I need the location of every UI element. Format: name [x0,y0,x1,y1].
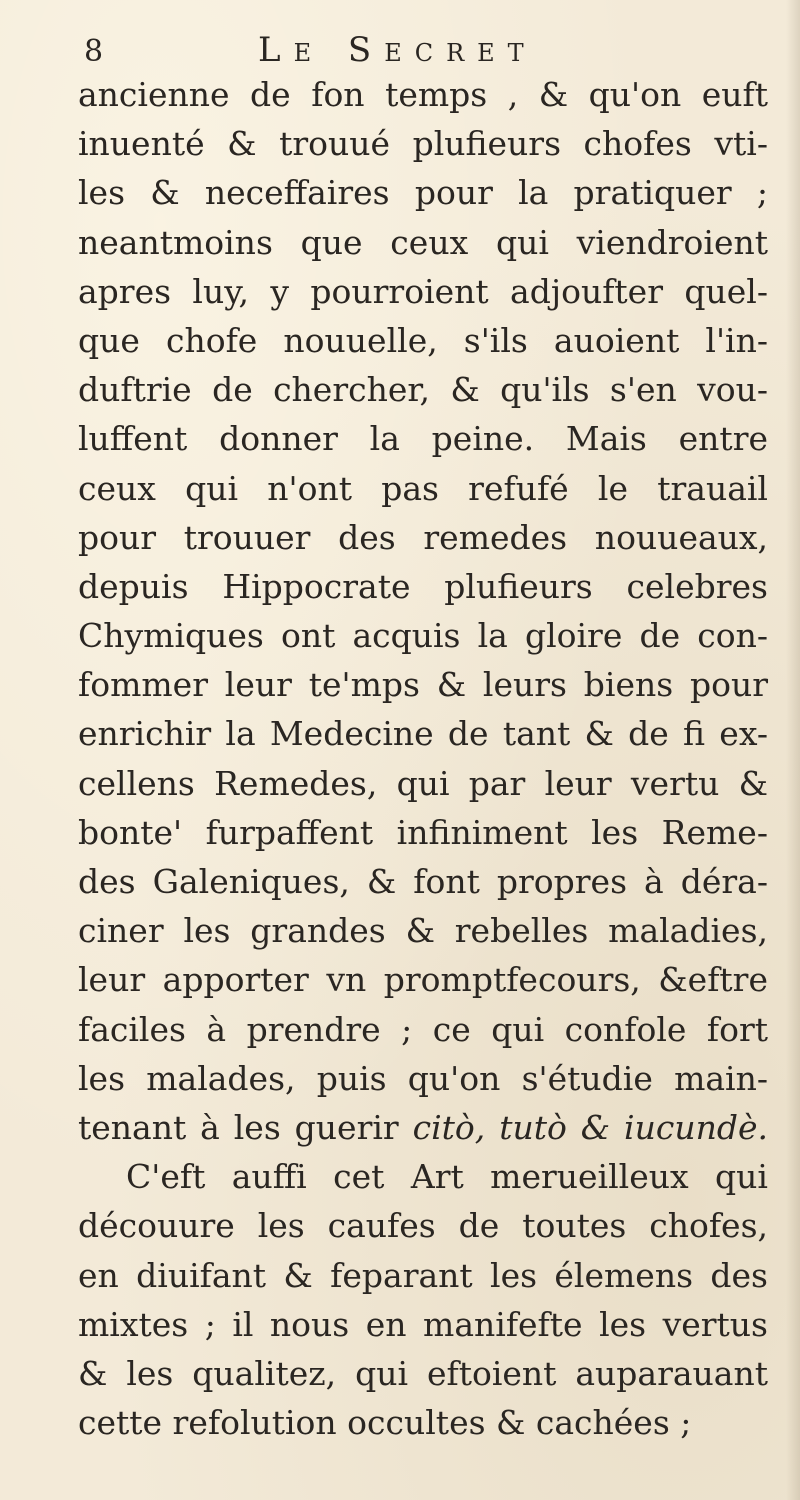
text-line: Chymiques ont acquis la gloire de con- [78,616,768,656]
italic-phrase: citò, tutò & iucundè. [412,1107,768,1147]
text-line: enrichir la Medecine de tant & de fi ex- [78,714,768,754]
text-line: fommer leur te'mps & leurs biens pour [78,665,768,705]
page-edge-shadow [786,0,800,1500]
text-line: des Galeniques, & font propres à déra- [78,862,768,901]
text-line: les & neceffaires pour la pratiquer ; [78,173,768,213]
text-line: leur apporter vn promptfecours, &eftre [78,960,768,1000]
text-line: que chofe nouuelle, s'ils auoient l'in- [78,320,768,360]
text-line: découure les caufes de toutes chofes, [78,1206,768,1246]
text-line: cette refolution occultes & cachées ; [78,1403,692,1443]
text-line: ciner les grandes & rebelles maladies, [78,911,768,951]
running-head: Le Secret [258,30,537,70]
text-line: faciles à prendre ; ce qui confole fort [78,1009,768,1049]
page-header [78,28,718,72]
text-line: apres luy, y pourroient adjoufter quel- [78,271,768,311]
page-number: 8 [84,34,104,69]
paragraph-start-line: C'eft auffi cet Art merueilleux qui [126,1157,768,1197]
text-line: duftrie de chercher, & qu'ils s'en vou- [78,370,768,410]
text-line: bonte' furpaffent infiniment les Reme- [78,812,768,852]
text-line: depuis Hippocrate plufieurs celebres [78,566,768,606]
text-line: ancienne de fon temps , & qu'on euft [78,75,768,114]
text-line-start: tenant à les guerir [78,1107,399,1147]
text-line: en diuifant & feparant les élemens des [78,1255,768,1295]
text-line: inuenté & trouué plufieurs chofes vti- [78,124,768,164]
text-body [78,70,768,1447]
text-line: & les qualitez, qui eftoient auparauant [78,1353,768,1393]
text-line: ceux qui n'ont pas refufé le trauail [78,468,768,508]
text-line: cellens Remedes, qui par leur vertu & [78,763,768,803]
text-line: luffent donner la peine. Mais entre [78,419,768,459]
text-line: neantmoins que ceux qui viendroient [78,222,768,262]
text-line: mixtes ; il nous en manifefte les vertus [78,1304,768,1344]
text-line: pour trouuer des remedes nouueaux, [78,517,768,557]
text-line: les malades, puis qu'on s'étudie main- [78,1058,768,1098]
text-line-mixed [78,1103,768,1152]
